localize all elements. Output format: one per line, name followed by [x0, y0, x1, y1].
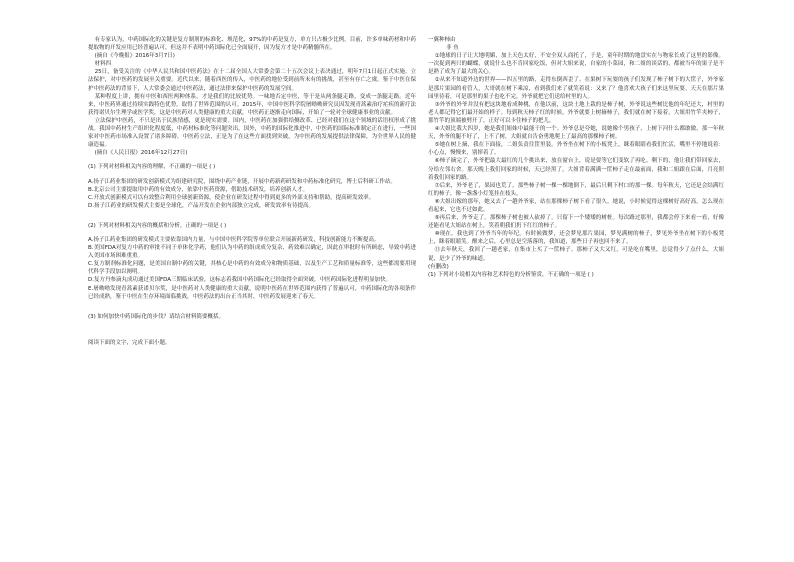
paragraph: 某种程度上讲，拥有中医和西医两种体系，才是我们的比较优势。一味地否定中医，等于是从两条腿走路，变成一条腿走路。近年来，中医药界通过持续实践特色优势，取得了世界范围的认可。2015年，中国中医科学院屠呦呦研究员因发现青蒿素治疗疟疾的新疗法获得诺贝尔生理学或医学奖，这是中医药对人类健康的重大贡献，中医药正逐渐走向国际，开始了一轮对全球健康事业的贡献。: [88, 93, 416, 116]
paragraph: ⑩现在，我也到了外爷当年的年纪。有时候做梦，还会梦见那片果园，梦见满树的柿子，梦见外爷坐在树下的小板凳上，眯着眼睛笑。醒来之后，心里总是空落落的，我知道，那些日子再也回不来了。: [428, 231, 724, 246]
left-column: [88, 36, 416, 347]
question-1: (1) 下列对小说相关内容和艺术特色的分析鉴赏，不正确的一项是 ( ): [428, 271, 594, 278]
paragraph: ⑦后来，外爷老了，果园也荒了。那些柿子树一棵一棵地倒下，最后只剩下村口的那一棵。每年秋天，它还是会结满红红的柿子，像一盏盏小灯笼挂在枝头。: [428, 182, 724, 197]
question-2: (2) 下列对材料相关内容的概括和分析，正确的一项是 ( ): [88, 222, 227, 229]
option-e: E.屠呦呦发现青蒿素获诺贝尔奖，是中医药对人类健康的重大贡献，说明中医药在世界范围内获得了普遍认可，中药国际化的各项条件已经成熟，鉴于中医在生存环境面临挑战，中医药法的出台正当其时，中医药发展迎来了春天。: [88, 285, 416, 300]
paragraph: ⑪去年秋天，我回了一趟老家，在集市上买了一筐柿子。那柿子又大又红，可是吃在嘴里，总觉得少了点什么。大姐说，是少了外爷的味道。: [428, 247, 724, 262]
option-d: D.复方丹参滴丸成功通过美国FDA三期临床试验，这标志着我国中药国际化已经取得全面突破，中医药国际化进程明显加快。: [88, 277, 392, 284]
right-column: [428, 36, 724, 279]
paragraph: ③外爷的外爷并没有把这块地看成种桃，在他以前，这块土地上栽的是柿子树，外爷说这些树比他的年纪还大，村里的老人都记得它们最开始的样子。每到秋天柿子红的时候，外爷就要上树摘柿子，我们就在树下接着，大姐用竹竿夹柿子，那竹竿的顶端被劈开了，正好可以卡住柿子的把儿。: [428, 101, 724, 124]
paragraph: 有专家认为，中药国际化的关键是复方制剂的标准化、规范化，97%的中药是复方，单方只占极少比例。目前，许多单味药材和中药提取物的开发应用已经普遍认可，但这并不表明中药国际化已全面展开，因为复方才是中药精髓所在。: [88, 37, 416, 52]
paragraph: ⑨再后来，外爷走了。那棵柿子树也被人砍掉了，只留下一个矮矮的树桩。每次路过那里，我都会停下来看一看，好像还能看见大姐站在树上，笑着朝我们扔下红红的柿子。: [428, 215, 724, 230]
option-c: C.复方制剂标准化问题，是美国自制中药的关键，其核心是中药的有效成分和物质基础，以及生产工艺和质量标准等，这些都需要用现代科学手段加以阐明。: [88, 261, 416, 276]
material-heading: 材料四: [94, 61, 112, 68]
option-b: B.北京公司主要提取用中药的有效成分，依靠中医药资源，借助技术研发，培养创新人才。: [88, 186, 309, 193]
option-d: D.扬子江药业的研发模式主要是全球化，产品开发在企业内部独立完成，研发效率有待提高。: [88, 202, 314, 209]
source-note: (摘自《人民日报》2016年12月27日): [94, 150, 188, 157]
paragraph: ①地球的日子让大地明媚，加上天色太好，不安全双人商托了，于是，童年时期的地盘实在与物家长成了这里的影像。一次捉到两只的蝴蝶，就说什么也不肯回家吃饭，但对大姐来说，自家的小菜园，和二姐的谈话的，都被当年的果子是不是熟了成为了最大的关心。: [428, 53, 724, 76]
paragraph: 立法保护中医药，不只是出于民族情感，更是现实需要。国内，中医药在加强供给侧改革、已经对我们在这个领域的话语权形成了挑战。我国中药材生产组织化程度低，中药材标准化等问题突出。国外，中药的国际化推进中，中医药的国际标准制定正在进行，一些国家对中医药市场准入设置了诸多障碍。中医药立法，正是为了在这些方面找到突破，为中医药的发展提供法律保障，为全世界人民的健康造福。: [88, 117, 416, 149]
source-note: (有删改): [428, 263, 449, 270]
option-a: A.扬子江药业集团的研发模式主要依靠国内力量，与中国中医科学院等单位联合开展新药研发，科技创新能力不断提高。: [88, 236, 380, 243]
reading-instruction: 阅读下面的文字，完成下面小题。: [88, 339, 171, 346]
paragraph: ⑤她在树上摘，我在下面接，二姐负责往筐里装。外爷坐在树下的小板凳上，眯着眼睛看我们忙活，嘴里不停地说着：小心点，慢慢来，别摔着了。: [428, 142, 724, 157]
paragraph: ②从来不知道外边的世界——四五里的路，走得东倒西歪了。在果树下玩耍的孩子们发现了柿子树下的大筐子，外爷家是那片果园的看管人，大哥就在树下乘凉，看到我们来了就笑着说：又来了？他喜欢大孩子们来这里玩耍。天天在那片果园里待着，可是那里的果子也吃不完，外爷就把它们送给村里的人。: [428, 77, 724, 100]
paragraph: 25日，备受关注的《中华人民共和国中医药法》在十二届全国人大常委会第二十五次会议上表决通过，明年7月1日起正式实施。立法保护，对中医药的发展至关重要。近代以来，随着西医的传入，中医药的地位受到前所未有的挑战，甚至有存亡之虞。鉴于中医在保护中医药法的背景下，人大常委会通过中医药法，通过法律来保护中医药的发展空间。: [88, 69, 416, 92]
question-3: (3) 如何加快中药国际化的步伐？请结合材料简要概括。: [88, 313, 225, 320]
option-a: A.扬子江药业集团的研发创新模式为组建研究院，围绕中药产业链，开展中药新药研发和中药标准化研究，博士后科研工作站。: [88, 178, 396, 185]
option-b: B.美国FDA对复方中药的审批不同于单体化学药，他们认为中药的组成成分复杂，药效难以确定，因此在审批时有所顾虑，导致中药进入美国市场困难重重。: [88, 245, 416, 260]
paragraph: ⑥柿子摘完了，外爷把最大最红的几个挑出来，放在窗台上，说是要等它们变软了再吃。剩下的，他让我们带回家去，分给左邻右舍。那天晚上我们回家的时候，天已经黑了，大姐背着满满一筐柿子走在最前面，我和二姐跟在后面，月亮照着我们回家的路。: [428, 158, 724, 181]
story-title: 一翼种柿由: [428, 37, 456, 43]
paragraph: ⑧大姐出嫁的那年，她又去了一趟外爷家，站在那棵柿子树下看了很久。她说，小时候觉得这棵树好高好高，怎么现在看起来，它也不过如此。: [428, 198, 724, 213]
source-note: (摘自《今晚报》2016年3月7日): [94, 53, 175, 60]
question-1: (1) 下列对材料相关内容的理解，不正确的一项是 ( ): [88, 164, 216, 171]
story-author: 非 鱼: [446, 45, 459, 52]
option-c: C.开放式创新模式可以有效整合利用全球创新资源，使企业在研发过程中得到更多的外部支持和帮助，提高研发效率。: [88, 194, 375, 201]
paragraph: ④大姐比我大四岁，她是我们姐妹中最能干的一个。外爷总是夸她，说她像个男孩子，上树下河什么都敢做。那一年秋天，外爷的腿不好了，上不了树，大姐就自告奋勇地爬上了最高的那棵柿子树。: [428, 126, 724, 141]
